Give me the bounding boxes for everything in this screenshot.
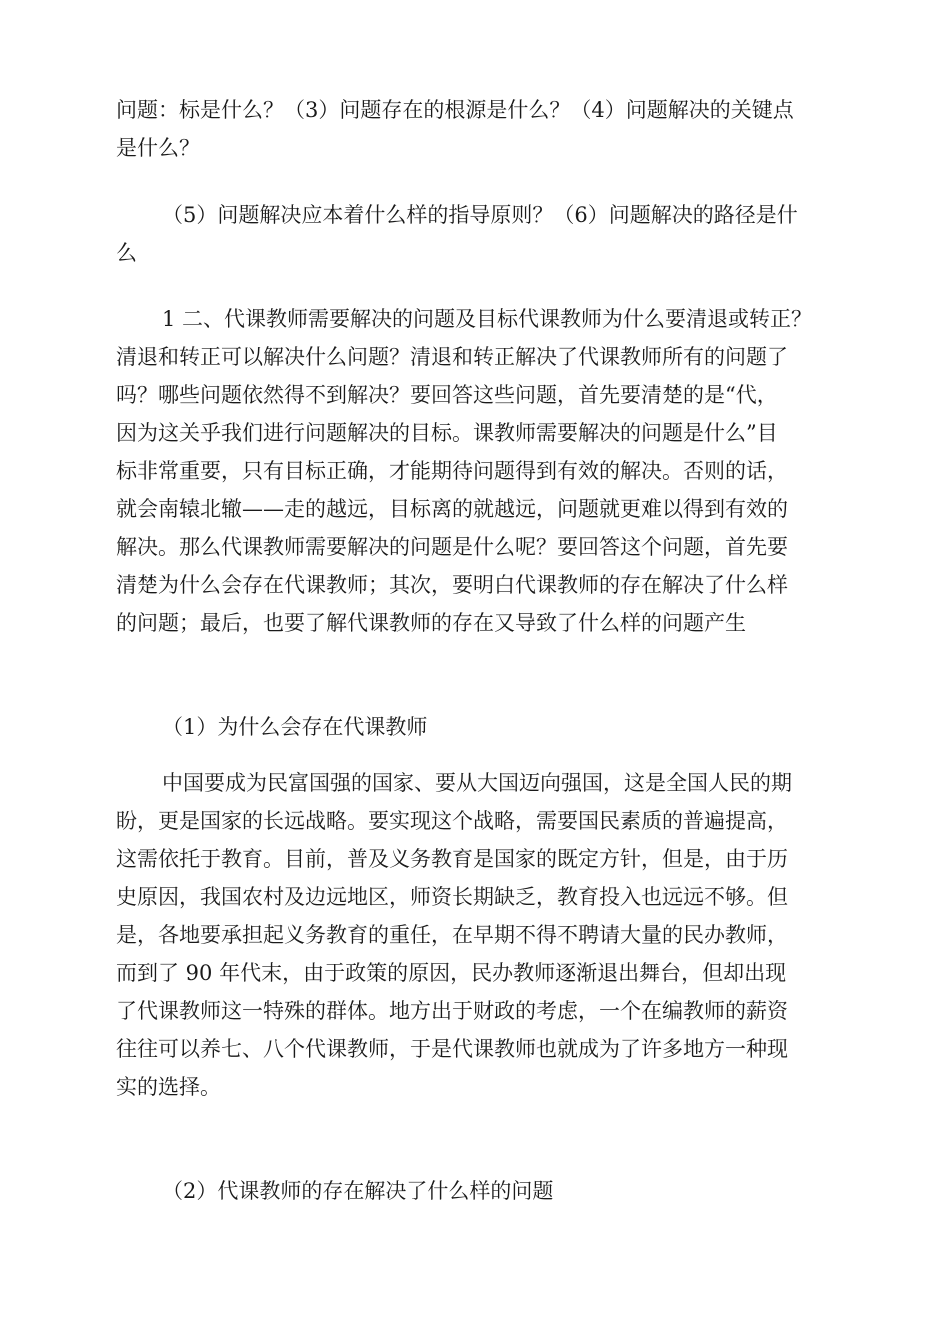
paragraph-line: 清退和转正可以解决什么问题？清退和转正解决了代课教师所有的问题了 — [116, 345, 788, 369]
paragraph-line: 1 二、代课教师需要解决的问题及目标代课教师为什么要清退或转正？ — [162, 307, 813, 331]
paragraph-line: 清楚为什么会存在代课教师；其次，要明白代课教师的存在解决了什么样 — [116, 573, 788, 597]
paragraph-background — [116, 764, 836, 1106]
paragraph-line: 中国要成为民富国强的国家、要从大国迈向强国，这是全国人民的期 — [162, 771, 792, 795]
paragraph-line: 的问题；最后，也要了解代课教师的存在又导致了什么样的问题产生 — [116, 611, 746, 635]
paragraph-line: 实的选择。 — [116, 1075, 221, 1099]
paragraph-line: 了代课教师这一特殊的群体。地方出于财政的考虑，一个在编教师的薪资 — [116, 999, 788, 1023]
paragraph-line: 而到了 90 年代末，由于政策的原因，民办教师逐渐退出舞台，但却出现 — [116, 961, 787, 985]
paragraph-principles-path — [116, 196, 836, 272]
paragraph-line: 是，各地要承担起义务教育的重任，在早期不得不聘请大量的民办教师， — [116, 923, 788, 947]
subheading-line: （1）为什么会存在代课教师 — [162, 715, 428, 739]
subheading-what-problems-solved — [116, 1172, 836, 1210]
paragraph-line: 盼，更是国家的长远战略。要实现这个战略，需要国民素质的普遍提高， — [116, 809, 788, 833]
paragraph-line: 问题：标是什么？（3）问题存在的根源是什么？（4）问题解决的关键点 — [116, 98, 794, 122]
paragraph-line: 么 — [116, 241, 137, 265]
paragraph-line: 这需依托于教育。目前，普及义务教育是国家的既定方针，但是，由于历 — [116, 847, 788, 871]
paragraph-line: 就会南辕北辙——走的越远，目标离的就越远，问题就更难以得到有效的 — [116, 497, 788, 521]
paragraph-section-two — [116, 300, 836, 642]
paragraph-line: 解决。那么代课教师需要解决的问题是什么呢？要回答这个问题，首先要 — [116, 535, 788, 559]
subheading-line: （2）代课教师的存在解决了什么样的问题 — [162, 1179, 554, 1203]
paragraph-line: 因为这关乎我们进行问题解决的目标。课教师需要解决的问题是什么”目 — [116, 421, 778, 445]
paragraph-line: （5）问题解决应本着什么样的指导原则？（6）问题解决的路径是什 — [162, 203, 798, 227]
paragraph-problem-questions — [116, 91, 836, 167]
paragraph-line: 往往可以养七、八个代课教师，于是代课教师也就成为了许多地方一种现 — [116, 1037, 788, 1061]
paragraph-line: 是什么？ — [116, 136, 200, 160]
paragraph-line: 吗？哪些问题依然得不到解决？要回答这些问题，首先要清楚的是“代， — [116, 383, 778, 407]
paragraph-line: 史原因，我国农村及边远地区，师资长期缺乏，教育投入也远远不够。但 — [116, 885, 788, 909]
paragraph-line: 标非常重要，只有目标正确，才能期待问题得到有效的解决。否则的话， — [116, 459, 788, 483]
subheading-why-substitute-teachers — [116, 708, 836, 746]
